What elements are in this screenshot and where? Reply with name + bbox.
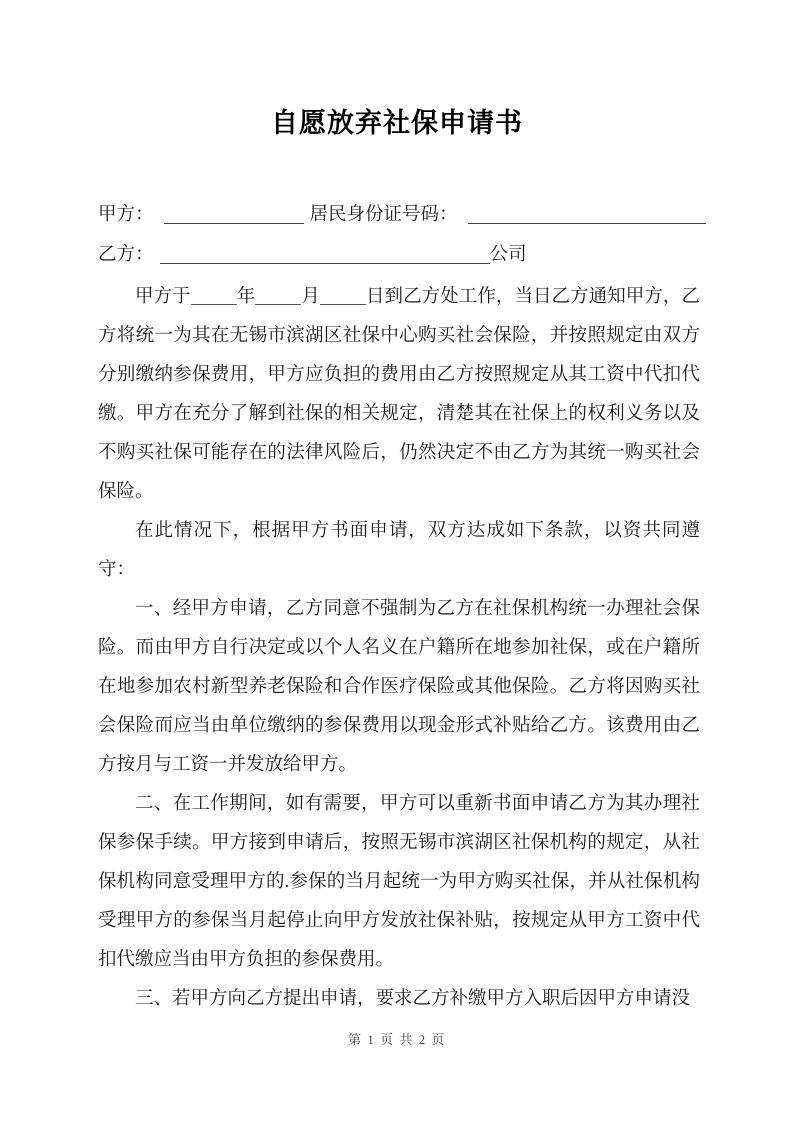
party-a-name-input[interactable] <box>164 201 304 224</box>
document-body <box>0 195 794 1019</box>
intro-rest-text: 日到乙方处工作，当日乙方通知甲方，乙方将统一为其在无锡市滨湖区社保中心购买社会保险，并按照规定由双方分别缴纳参保费用，甲方应负担的费用由乙方按照规定从其工资中代扣代缴。甲方在充分了解到社保的相关规定，清楚其在社保上的权利义务以及不购买社保可能存在的法律风险后，仍然决定不由乙方为其统一购买社会保险。 <box>98 287 700 502</box>
paragraph-clause-three: 三、若甲方向乙方提出申请，要求乙方补缴甲方入职后因甲方申请没 <box>135 989 691 1009</box>
year-label: 年 <box>236 287 256 307</box>
id-number-label: 居民身份证号码： <box>309 205 458 225</box>
party-b-form-line <box>98 235 700 275</box>
month-input[interactable] <box>255 284 301 305</box>
company-suffix-label: 公司 <box>489 245 527 265</box>
paragraph-intro <box>98 278 700 512</box>
party-b-label: 乙方： <box>98 245 154 265</box>
day-input[interactable] <box>320 284 366 305</box>
paragraph-agreement-intro: 在此情况下，根据甲方书面申请，双方达成如下条款，以资共同遵守： <box>98 521 700 580</box>
party-b-company-input[interactable] <box>160 241 490 264</box>
party-a-form-line <box>98 195 700 235</box>
party-a-label: 甲方： <box>98 205 154 225</box>
month-label: 月 <box>301 287 320 307</box>
paragraph-clause-two: 二、在工作期间，如有需要，甲方可以重新书面申请乙方为其办理社保参保手续。甲方接到申请后，按照无锡市滨湖区社保机构的规定，从社保机构同意受理甲方的.参保的当月起统一为甲方购买社保，并从社保机构受理甲方的参保当月起停止向甲方发放社保补贴，按规定从甲方工资中代扣代缴应当由甲方负担的参保费用。 <box>98 794 700 970</box>
id-number-input[interactable] <box>468 201 706 224</box>
paragraph-clause-one: 一、经甲方申请，乙方同意不强制为乙方在社保机构统一办理社会保险。而由甲方自行决定或以个人名义在户籍所在地参加社保，或在户籍所在地参加农村新型养老保险和合作医疗保险或其他保险。乙方将因购买社会保险而应当由单位缴纳的参保费用以现金形式补贴给乙方。该费用由乙方按月与工资一并发放给甲方。 <box>98 599 700 775</box>
page-title: 自愿放弃社保申请书 <box>271 108 523 138</box>
page-footer: 第 1 页 共 2 页 <box>348 1032 446 1047</box>
year-input[interactable] <box>191 284 237 305</box>
intro-prefix: 甲方于 <box>135 287 191 307</box>
